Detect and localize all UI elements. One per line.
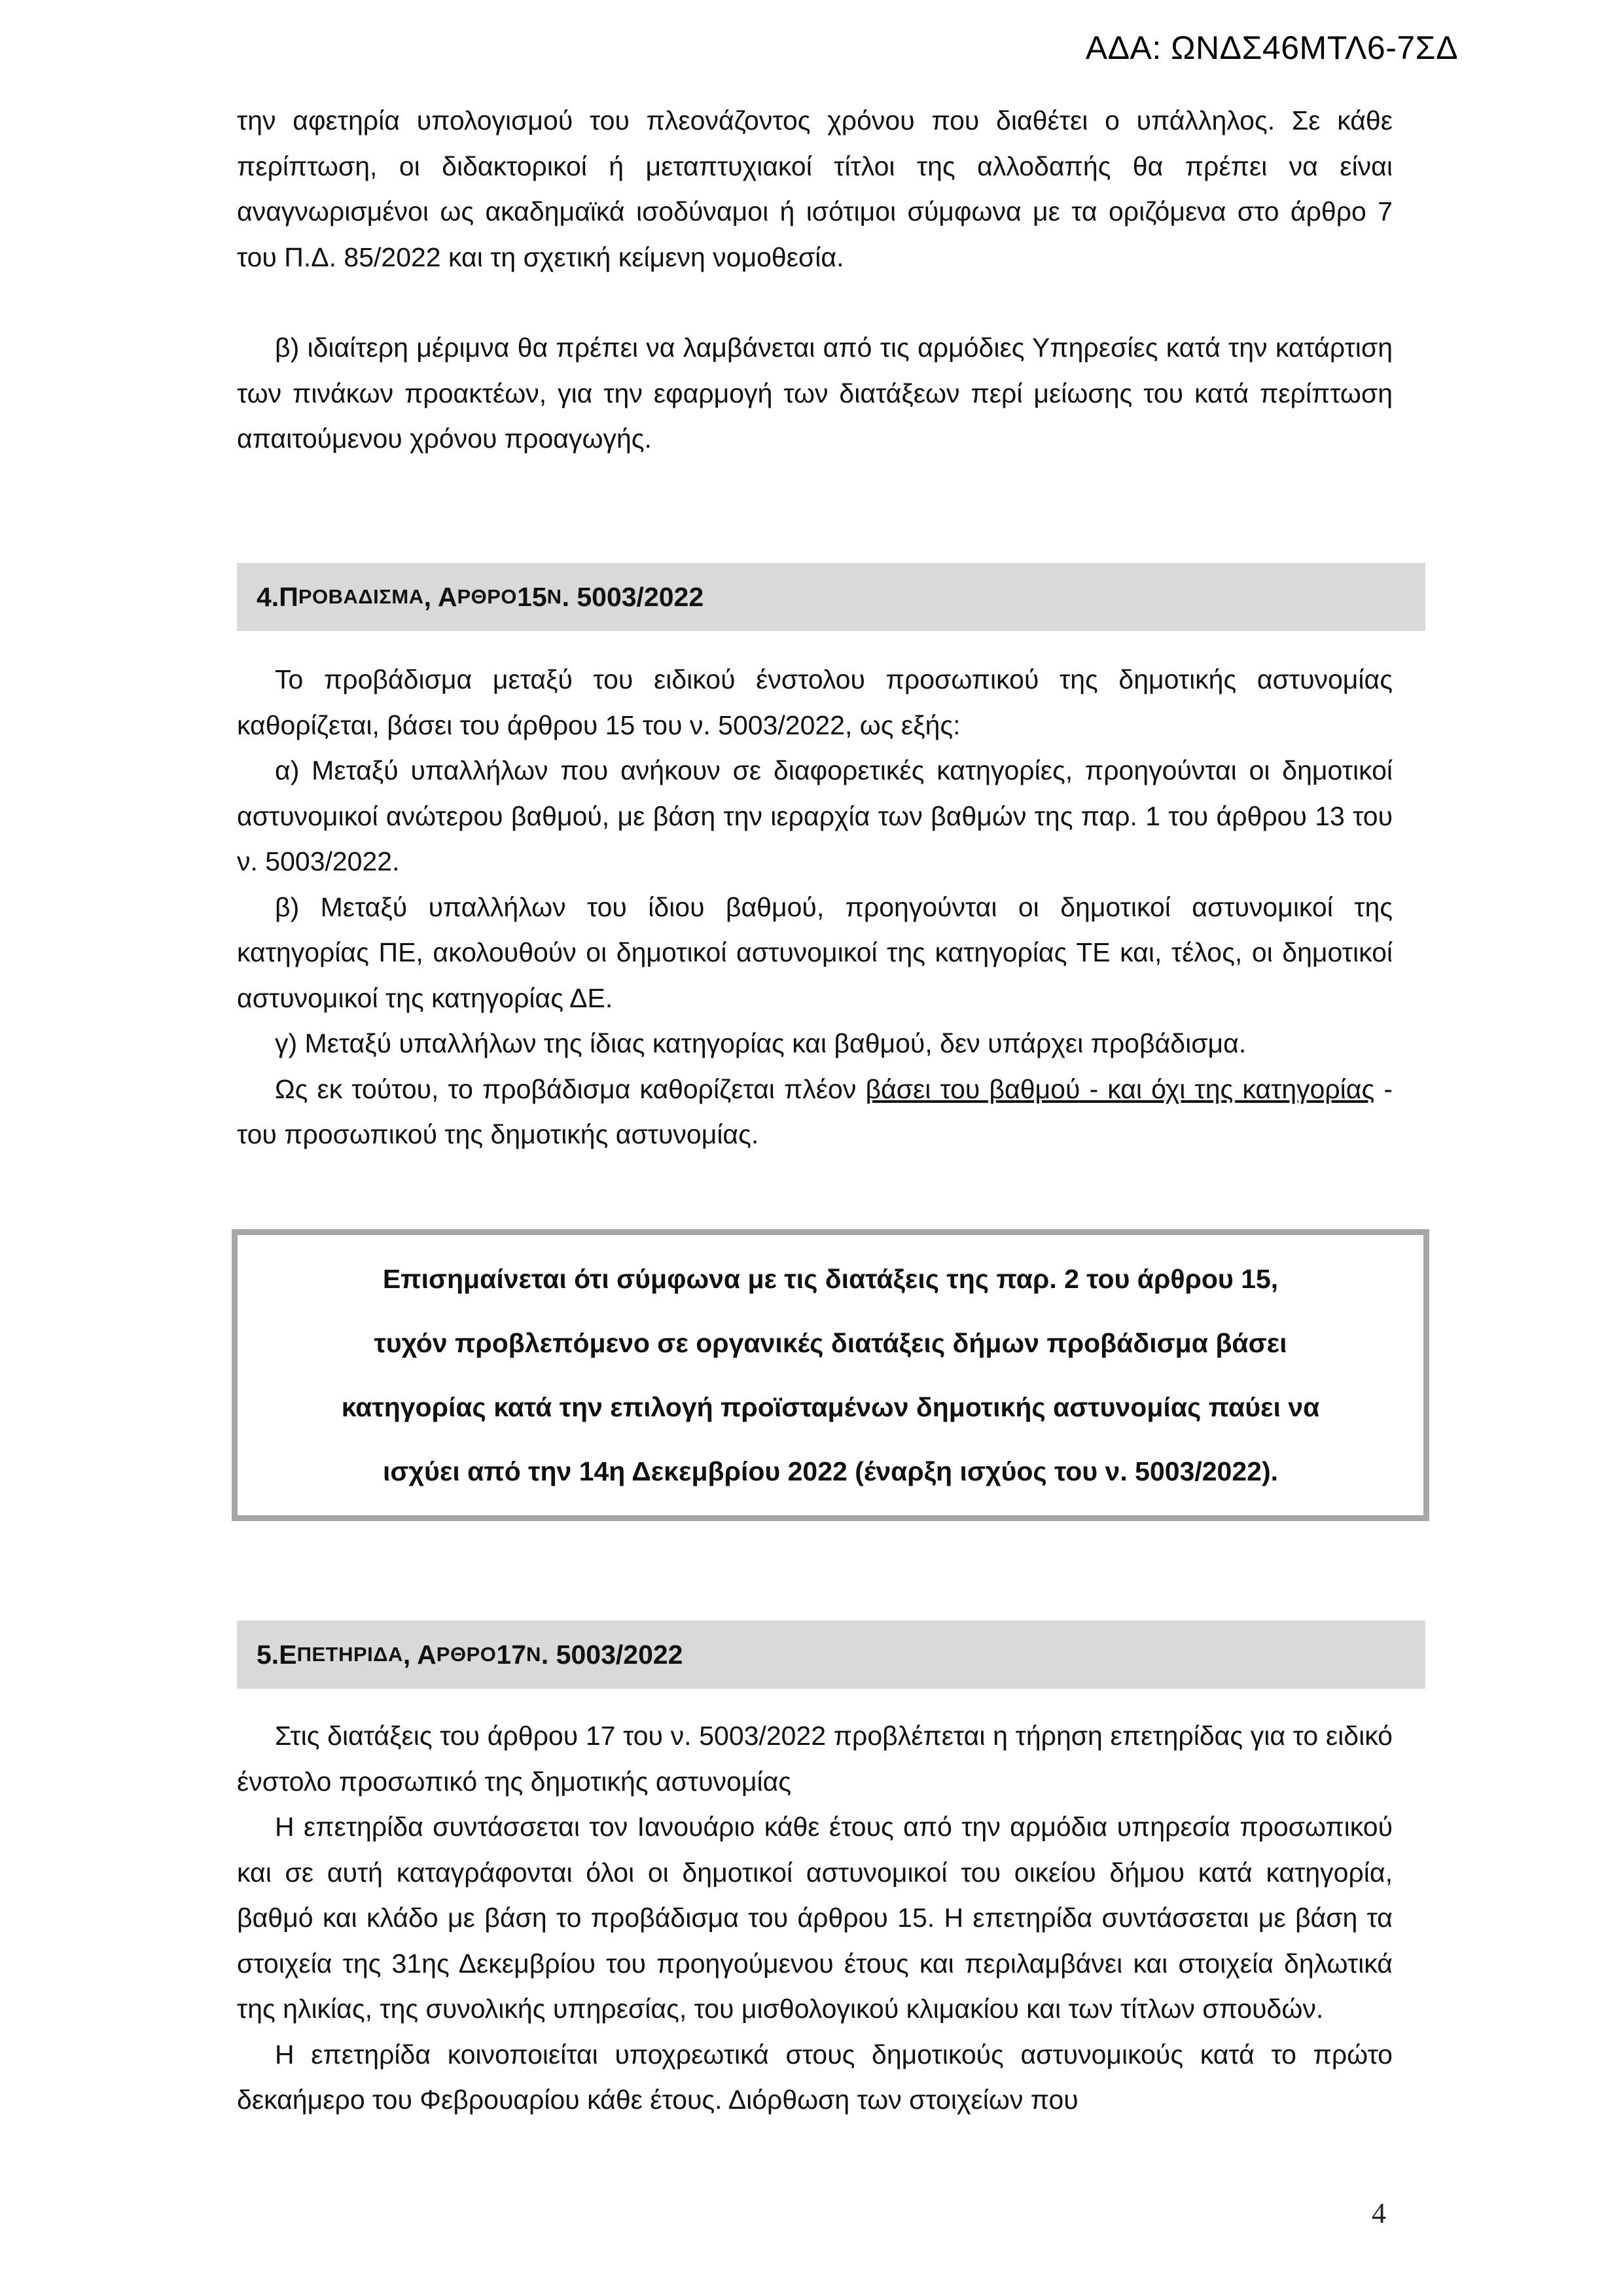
section-4-paragraph-1: Το προβάδισμα μεταξύ του ειδικού ένστολου προσωπικού της δημοτικής αστυνομίας καθορίζεται, βάσει του άρθρου 15 του ν. 5003/2022, ως εξής: bbox=[237, 664, 1393, 740]
note-box bbox=[232, 1229, 1429, 1521]
intro-paragraph-2: β) ιδιαίτερη μέριμνα θα πρέπει να λαμβάνεται από τις αρμόδιες Υπηρεσίες κατά την κατάρτιση των πινάκων προακτέων, για την εφαρμογή των διατάξεων περί μείωσης του κατά περίπτωση απαιτούμενου χρόνου προαγωγής. bbox=[237, 332, 1393, 454]
section-4-paragraph-5: Ως εκ τούτου, το προβάδισμα καθορίζεται πλέον βάσει του βαθμού - και όχι της κατηγορίας - του προσωπικού της δημοτικής αστυνομίας. bbox=[237, 1073, 1393, 1149]
note-line-2: τυχόν προβλεπόμενο σε οργανικές διατάξεις δήμων προβάδισμα βάσει bbox=[374, 1328, 1287, 1358]
section-5-paragraph-2: Η επετηρίδα συντάσσεται τον Ιανουάριο κάθε έτους από την αρμόδια υπηρεσία προσωπικού και σε αυτή καταγράφονται όλοι οι δημοτικοί αστυνομικοί του οικείου δήμου κατά κατηγορία, βαθμό και κλάδο με βάση το προβάδισμα του άρθρου 15. Η επετηρίδα συντάσσεται με βάση τα στοιχεία της 31ης Δεκεμβρίου του προηγούμενου έτους και περιλαμβάνει και στοιχεία δηλωτικά της ηλικίας, της συνολικής υπηρεσίας, του μισθολογικού κλιμακίου και των τίτλων σπουδών. bbox=[237, 1812, 1393, 2024]
section-4-paragraph-3: β) Μεταξύ υπαλλήλων του ίδιου βαθμού, προηγούνται οι δημοτικοί αστυνομικοί της κατηγορίας ΠΕ, ακολουθούν οι δημοτικοί αστυνομικοί της κατηγορίας ΤΕ και, τέλος, οι δημοτικοί αστυνομικοί της κατηγορίας ΔΕ. bbox=[237, 891, 1393, 1013]
note-line-4: ισχύει από την 14η Δεκεμβρίου 2022 (έναρξη ισχύος του ν. 5003/2022). bbox=[382, 1456, 1278, 1486]
section-5-paragraph-3: Η επετηρίδα κοινοποιείται υποχρεωτικά στους δημοτικούς αστυνομικούς κατά το πρώτο δεκαήμερο του Φεβρουαρίου κάθε έτους. Διόρθωση των στοιχείων που bbox=[237, 2039, 1393, 2115]
section-5-heading: 5. Ε ΠΕΤΗΡΙΔΑ , Α ΡΘΡΟ 17 Ν . 5003/2022 bbox=[237, 1621, 1425, 1689]
section-4-body bbox=[237, 657, 1393, 1158]
section-4-paragraph-4: γ) Μεταξύ υπαλλήλων της ίδιας κατηγορίας και βαθμού, δεν υπάρχει προβάδισμα. bbox=[275, 1028, 1247, 1058]
section-4-heading: 4. Π ΡΟΒΑΔΙΣΜΑ , Α ΡΘΡΟ 15 Ν . 5003/2022 bbox=[237, 563, 1425, 631]
section-4-paragraph-2: α) Μεταξύ υπαλλήλων που ανήκουν σε διαφορετικές κατηγορίες, προηγούνται οι δημοτικοί αστυνομικοί ανώτερου βαθμού, με βάση την ιεραρχία των βαθμών της παρ. 1 του άρθρου 13 του ν. 5003/2022. bbox=[237, 755, 1393, 876]
intro-block bbox=[237, 98, 1393, 462]
ada-code: ΑΔΑ: ΩΝΔΣ46ΜΤΛ6-7ΣΔ bbox=[1085, 29, 1458, 66]
section-4-number: 4. bbox=[257, 581, 279, 612]
note-line-1: Επισημαίνεται ότι σύμφωνα με τις διατάξεις της παρ. 2 του άρθρου 15, bbox=[382, 1264, 1279, 1294]
page-number: 4 bbox=[1372, 2197, 1386, 2229]
intro-paragraph-1: την αφετηρία υπολογισμού του πλεονάζοντος χρόνου που διαθέτει ο υπάλληλος. Σε κάθε περίπτωση, οι διδακτορικοί ή μεταπτυχιακοί τίτλοι της αλλοδαπής θα πρέπει να είναι αναγνωρισμένοι ως ακαδημαϊκά ισοδύναμοι ή ισότιμοι σύμφωνα με τα οριζόμενα στο άρθρο 7 του Π.Δ. 85/2022 και τη σχετική κείμενη νομοθεσία. bbox=[237, 105, 1393, 272]
section-5-body bbox=[237, 1713, 1393, 2123]
underlined-text: βάσει του βαθμού - και όχι της κατηγορίας bbox=[865, 1073, 1375, 1104]
section-5-number: 5. bbox=[257, 1639, 279, 1670]
note-line-3: κατηγορίας κατά την επιλογή προϊσταμένων δημοτικής αστυνομίας παύει να bbox=[341, 1392, 1320, 1422]
section-5-paragraph-1: Στις διατάξεις του άρθρου 17 του ν. 5003/2022 προβλέπεται η τήρηση επετηρίδας για το ειδικό ένστολο προσωπικό της δημοτικής αστυνομίας bbox=[237, 1721, 1393, 1797]
